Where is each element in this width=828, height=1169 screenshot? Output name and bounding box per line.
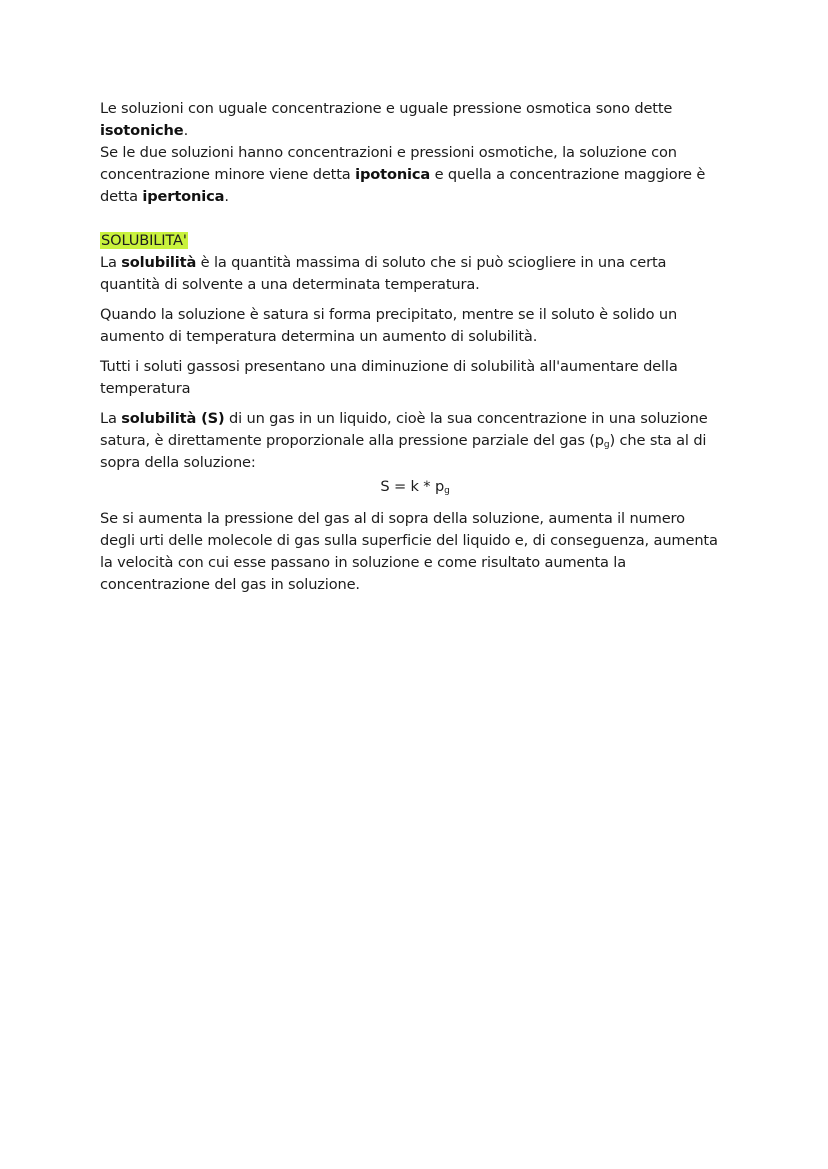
solubility-heading: SOLUBILITA' xyxy=(101,232,187,249)
formula-main: S = k * p xyxy=(380,478,445,495)
ipertonica-term: ipertonica xyxy=(142,188,225,205)
isotonic-text: Le soluzioni con uguale concentrazione e uguale pressione osmotica sono dette xyxy=(100,100,673,117)
saturation-paragraph: Quando la soluzione è satura si forma precipitato, mentre se il soluto è solido un aumento di temperatura determina un aumento di solubilità. xyxy=(100,306,678,345)
isotonic-paragraph xyxy=(100,98,720,142)
henry-formula xyxy=(100,476,720,498)
isotonic-period: . xyxy=(183,122,189,139)
tonicity-period: . xyxy=(224,188,229,205)
formula-subscript: g xyxy=(444,486,450,496)
henry-law-paragraph xyxy=(100,408,720,474)
tonicity-text-b: e quella a concentrazione maggiore è detta xyxy=(100,166,706,205)
isotoniche-term: isotoniche xyxy=(100,122,184,139)
pressure-subscript: g xyxy=(603,440,610,450)
ipotonica-term: ipotonica xyxy=(355,166,431,183)
definition-rest: è la quantità massima di soluto che si può sciogliere in una certa quantità di solvente a una determinata temperatura. xyxy=(100,254,667,293)
page-content xyxy=(100,98,720,596)
tonicity-paragraph xyxy=(100,142,720,208)
gas-solutes-paragraph: Tutti i soluti gassosi presentano una diminuzione di solubilità all'aumentare della temperatura xyxy=(100,358,678,397)
tonicity-text-a: Se le due soluzioni hanno concentrazioni e pressioni osmotiche, la soluzione con concentrazione minore viene detta xyxy=(100,144,677,183)
solubilita-s-term: solubilità (S) xyxy=(121,410,225,427)
solubilita-term: solubilità xyxy=(121,254,197,271)
definition-start: La xyxy=(100,254,122,271)
solubility-definition xyxy=(100,252,720,296)
section-heading-wrapper xyxy=(100,230,720,252)
henry-rest: di un gas in un liquido, cioè la sua concentrazione in una soluzione satura, è direttamente proporzionale alla pressione parziale del gas (p xyxy=(100,410,708,449)
pressure-effect-paragraph: Se si aumenta la pressione del gas al di sopra della soluzione, aumenta il numero degli urti delle molecole di gas sulla superficie del liquido e, di conseguenza, aumenta la velocità con cui esse passano in soluzione e come risultato aumenta la concentrazione del gas in soluzione. xyxy=(100,510,718,593)
henry-end: ) che sta al di sopra della soluzione: xyxy=(100,432,707,471)
henry-start: La xyxy=(100,410,122,427)
